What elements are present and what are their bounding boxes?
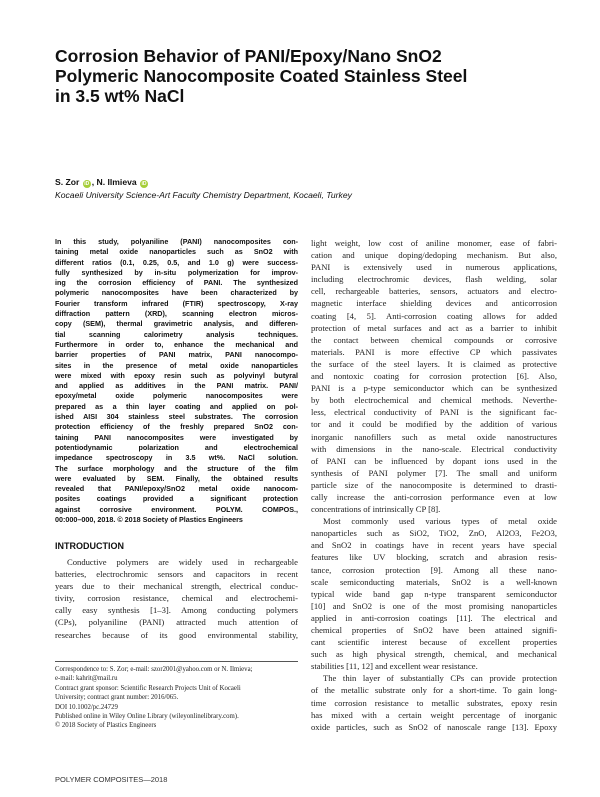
text-line: 00:000–000, 2018. © 2018 Society of Plastics Engineers: [55, 515, 243, 525]
text-line: tance, corrosion protection [9]. Among all these nano-: [311, 564, 557, 575]
text-line: protection of metal surfaces and act as a barrier to inhibit: [311, 322, 557, 333]
text-line: revealed that PANI/epoxy/SnO2 metal oxide nanocom-: [55, 484, 298, 494]
text-line: Conductive polymers are widely used in rechargeable: [67, 557, 298, 567]
footnote-line: © 2018 Society of Plastics Engineers: [55, 722, 157, 730]
text-line: cant scientific interest because of excellent properties: [311, 637, 557, 648]
text-line: protection efficiency of the freshly prepared SnO2 con-: [55, 422, 298, 432]
text-line: (CPs), polyaniline (PANI) attracted much attention of: [55, 617, 298, 628]
text-line: diffraction pattern (XRD), scanning electron micros-: [55, 309, 298, 319]
orcid-icon[interactable]: iD: [84, 181, 90, 187]
text-line: the surface of the steel layers. It is claimed as protective: [311, 358, 557, 369]
text-line: cally easy synthesis [1–3]. Among conducting polymers: [55, 605, 298, 616]
text-line: researches because of its good environmental stability,: [55, 629, 298, 640]
text-line: of the metallic substrate only for a short-time. To gain long-: [311, 685, 557, 696]
text-line: years due to their mechanical strength, electrical conduc-: [55, 581, 298, 592]
text-line: by both electrochemical and chemical methods. Neverthe-: [311, 395, 557, 406]
text-line: epoxy/metal oxide polymeric nanocomposites were: [55, 391, 298, 401]
text-line: Furthermore in order to, enhance the mechanical and: [55, 339, 298, 349]
text-line: [10] and SnO2 is one of the most promising nanoparticles: [311, 600, 557, 611]
text-line: such as high physical strength, chemical, and mechanical: [311, 649, 557, 660]
text-line: The thin layer of substantially CPs can provide protection: [323, 673, 557, 684]
title-line: Polymeric Nanocomposite Coated Stainless Steel: [55, 66, 468, 86]
text-line: light weight, low cost of aniline monomer, ease of fabri-: [311, 238, 557, 248]
text-line: oxide particles, such as SnO2 of nanoscale range [13]. Epoxy: [311, 721, 557, 732]
text-line: coating [4, 5]. Anti-corrosion coating allows for added: [311, 310, 557, 321]
text-line: magnetic interface shielding devices and anticorrosion: [311, 298, 557, 309]
author-name: N. Ilmieva: [96, 177, 137, 187]
intro-right-column: [311, 237, 557, 733]
text-line: synthesis of PANI polymer [7]. The small and uniform: [311, 467, 557, 478]
text-line: tivity, corrosion resistance, chemical and electrochemi-: [55, 593, 298, 604]
text-line: cell, rechargeable batteries, sensors, actuators and electro-: [311, 286, 557, 297]
author-name: S. Zor: [55, 177, 80, 187]
article-title: [55, 46, 555, 106]
text-line: The surface morphology and the structure of the film: [55, 463, 298, 473]
footnote-line: e-mail: kahrit@mail.ru: [55, 675, 118, 683]
text-line: particle size of the nanocomposite is determined to drasti-: [311, 479, 557, 490]
intro-left-column: [55, 556, 298, 641]
text-line: polymeric nanocomposites have been characterized by: [55, 288, 298, 298]
text-line: copy (SEM), thermal gravimetric analysis, and differen-: [55, 319, 298, 329]
text-line: were mixed with epoxy resin such as polyvinyl butyral: [55, 370, 298, 380]
author-separator: ,: [91, 177, 95, 187]
footnote-line: Correspondence to: S. Zor; e-mail: szor2001@yahoo.com or N. Ilmieva;: [55, 666, 253, 673]
text-line: against corrosive environment. POLYM. COMPOS.,: [55, 504, 298, 514]
footnote-line: Contract grant sponsor: Scientific Research Projects Unit of Kocaeli: [55, 684, 241, 692]
footnote-line: DOI 10.1002/pc.24729: [55, 703, 118, 711]
text-line: features like UV blocking, scratch and abrasion resis-: [311, 552, 557, 563]
text-line: nanoparticles such as SiO2, TiO2, ZnO, Al2O3, Fe2O3,: [311, 528, 557, 539]
text-line: fully synthesized by in-situ polymerization for improv-: [55, 267, 298, 277]
text-line: typical wide band gap n-type transparent semiconductor: [311, 588, 557, 599]
text-line: barrier properties of PANI matrix, PANI nanocompo-: [55, 350, 298, 360]
text-line: applied in anti-corrosion coatings [11]. The electrical and: [311, 612, 557, 623]
text-line: and SnO2 in coatings have in recent years have special: [311, 540, 557, 551]
text-line: sites in the presence of metal oxide nanoparticles: [55, 360, 298, 370]
text-line: with dimensions in the nano-scale. Electrical conductivity: [311, 443, 557, 454]
section-heading: INTRODUCTION: [55, 541, 124, 551]
title-line: in 3.5 wt% NaCl: [55, 86, 185, 106]
text-line: taining PANI nanocomposites were investigated by: [55, 432, 298, 442]
text-line: impedance spectroscopy in 3.5 wt%. NaCl solution.: [55, 453, 298, 463]
text-line: scale semiconducting materials, SnO2 is a well-known: [311, 576, 557, 587]
author-list: [55, 177, 149, 188]
running-footer: POLYMER COMPOSITES—2018: [55, 775, 168, 784]
text-line: chemical properties of SnO2 have been attained signifi-: [311, 625, 557, 635]
text-line: tial scanning calorimetry analysis techniques.: [55, 329, 298, 339]
text-line: different ratios (0.1, 0.25, 0.5, and 1.0 g) were success-: [55, 257, 298, 267]
text-line: potentiodynamic polarization and electrochemical: [55, 442, 298, 452]
text-line: including electrochromic devices, flash welding, solar: [311, 274, 557, 285]
affiliation: Kocaeli University Science-Art Faculty Chemistry Department, Kocaeli, Turkey: [55, 190, 352, 200]
footnote-line: University; contract grant number: 2016/065.: [55, 694, 179, 702]
text-line: inorganic nanofillers such as metal oxide nanostructures: [311, 431, 557, 442]
text-line: prepared as a thin layer coating and applied on pol-: [55, 401, 298, 411]
text-line: concentrations of intrinsically CP [8].: [311, 504, 441, 515]
text-line: tor and it could be modified by the addition of various: [311, 419, 557, 430]
text-line: posites coatings provided a significant protection: [55, 494, 298, 504]
footnote: [55, 661, 298, 731]
text-line: and applied as additives in the PANI matrix. PANI/: [55, 381, 298, 391]
text-line: cation and unique doping/dedoping mechanism. But also,: [311, 250, 557, 261]
text-line: batteries, electrochromic sensors and capacitors in recent: [55, 569, 298, 580]
text-line: In this study, polyaniline (PANI) nanocomposites con-: [55, 237, 298, 246]
title-line: Corrosion Behavior of PANI/Epoxy/Nano SnO2: [55, 46, 442, 66]
text-line: materials. PANI is more effective CP which passivates: [311, 346, 557, 357]
text-line: the contact between chemical compounds or corrosive: [311, 334, 557, 345]
text-line: of PANI can be influenced by dopant ions used in the: [311, 455, 557, 466]
text-line: Fourier transform infrared (FTIR) spectroscopy, X-ray: [55, 298, 298, 308]
text-line: less, electrical conductivity of PANI is the significant fac-: [311, 407, 557, 418]
text-line: ished AISI 304 stainless steel substrates. The corrosion: [55, 412, 298, 422]
text-line: cally increase the anti-corrosion performance even at low: [311, 491, 557, 502]
text-line: taining metal oxide nanoparticles such as SnO2 with: [55, 247, 298, 257]
orcid-icon[interactable]: iD: [141, 181, 147, 187]
text-line: PANI is a p-type semiconductor which can be synthesized: [311, 383, 557, 394]
text-line: time corrosion resistance to metallic substrates, epoxy resin: [311, 697, 557, 708]
text-line: PANI is extensively used in numerous applications,: [311, 262, 557, 273]
text-line: has mixed with a certain weight percentage of inorganic: [311, 709, 557, 720]
text-line: ing the corrosion efficiency of PANI. The synthesized: [55, 278, 298, 288]
footnote-line: Published online in Wiley Online Library (wileyonlinelibrary.com).: [55, 713, 239, 721]
text-line: Most commonly used various types of metal oxide: [323, 516, 557, 527]
text-line: were evaluated by SEM. Finally, the obtained results: [55, 473, 298, 483]
text-line: stabilities [11, 12] and excellent wear resistance.: [311, 661, 478, 672]
text-line: and nontoxic coating for corrosion protection [6]. Also,: [311, 371, 557, 382]
abstract: [55, 237, 298, 525]
